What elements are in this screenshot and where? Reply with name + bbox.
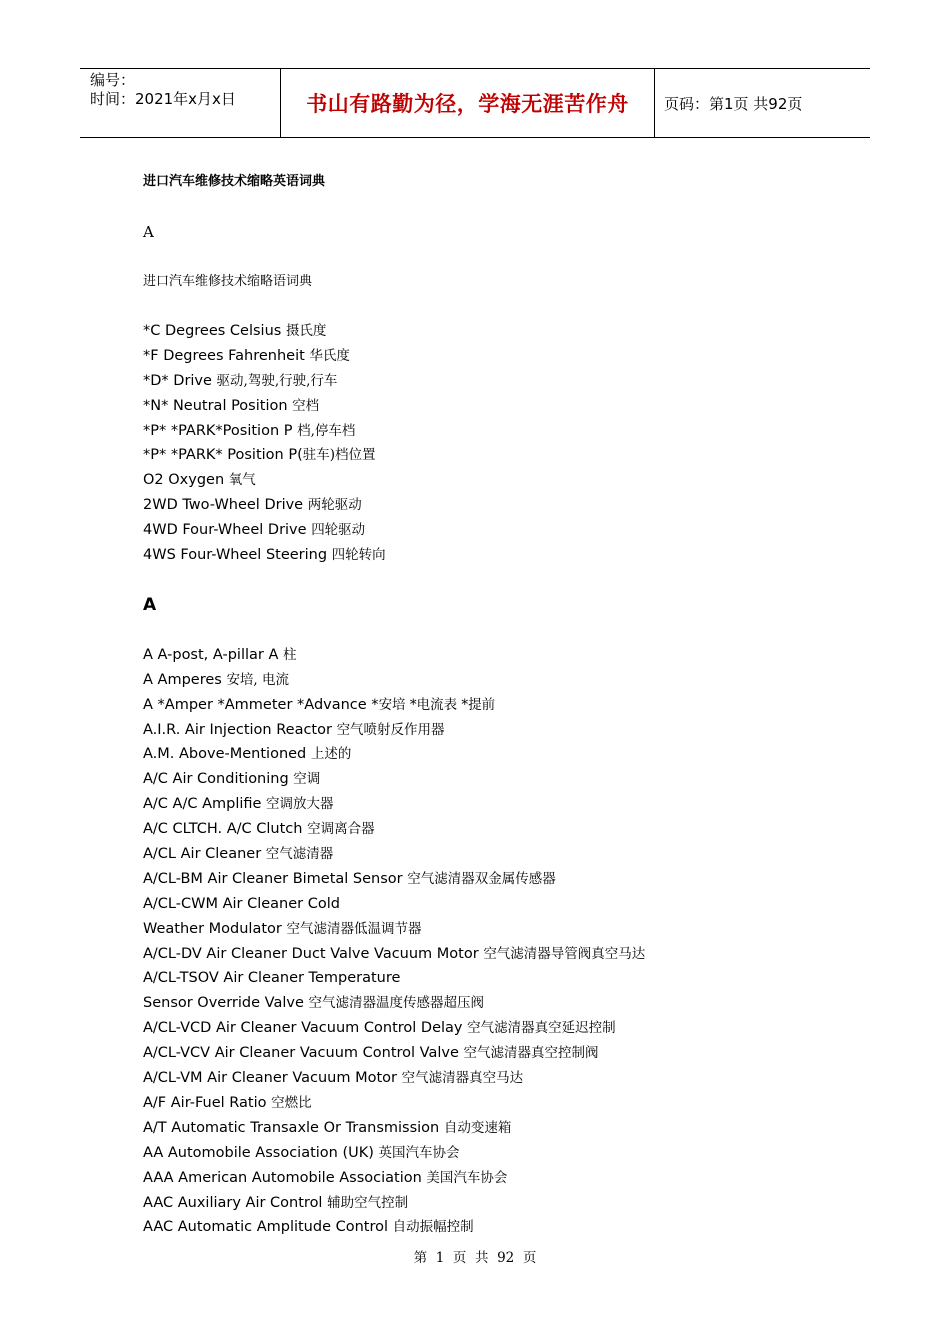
document-title: 进口汽车维修技术缩略英语词典 — [143, 174, 326, 189]
entry-chinese: 美国汽车协会 — [426, 1169, 508, 1186]
list-item — [143, 468, 843, 493]
entry-english: A/CL-VCD Air Cleaner Vacuum Control Delay — [143, 1020, 463, 1037]
document-date-label: 时间：2021年x月x日 — [90, 90, 236, 108]
entry-english: A/C CLTCH. A/C Clutch — [143, 821, 303, 838]
entry-chinese: 空气滤清器低温调节器 — [286, 920, 422, 937]
list-item — [143, 966, 843, 991]
entry-chinese: 英国汽车协会 — [378, 1144, 460, 1161]
list-item — [143, 718, 843, 743]
entry-chinese: 空气滤清器温度传感器超压阀 — [308, 995, 484, 1012]
entry-english: 4WD Four-Wheel Drive — [143, 522, 307, 539]
entry-chinese: 空气滤清器真空延迟控制 — [467, 1020, 616, 1037]
header-info-cell — [80, 69, 281, 137]
entry-chinese: 摄氏度 — [285, 323, 327, 339]
entry-english: A/CL-BM Air Cleaner Bimetal Sensor — [143, 870, 403, 887]
list-item — [143, 767, 843, 792]
entry-english: Weather Modulator — [143, 920, 282, 937]
document-subtitle: 进口汽车维修技术缩略语词典 — [143, 274, 313, 289]
document-body — [143, 170, 843, 1240]
entry-chinese: 空气滤清器真空控制阀 — [463, 1045, 599, 1062]
entry-english: A.I.R. Air Injection Reactor — [143, 721, 332, 738]
list-item — [143, 668, 843, 693]
entry-english: *N* Neutral Position — [143, 397, 288, 414]
entry-english: 4WS Four-Wheel Steering — [143, 547, 328, 564]
entry-english: AAC Auxiliary Air Control — [143, 1194, 323, 1211]
section-heading-a: A — [143, 594, 157, 615]
entry-english: *P* *PARK*Position P — [143, 422, 293, 439]
entry-chinese: 空气滤清器双金属传感器 — [407, 870, 556, 887]
entry-chinese: 档,停车档 — [297, 422, 356, 439]
list-item — [143, 493, 843, 518]
entry-english: *D* Drive — [143, 372, 212, 389]
list-item — [143, 543, 843, 568]
page-footer — [0, 1246, 950, 1266]
entry-chinese: 空调放大器 — [266, 796, 334, 813]
list-item — [143, 344, 843, 369]
list-item — [143, 443, 843, 468]
entry-chinese: 华氏度 — [309, 347, 350, 364]
entry-english: A/C Air Conditioning — [143, 771, 289, 788]
entry-chinese: 自动振幅控制 — [392, 1219, 474, 1236]
list-item — [143, 319, 843, 344]
entry-chinese: 空气滤清器 — [265, 846, 334, 863]
entry-english: A Amperes — [143, 671, 222, 688]
entry-chinese: 辅助空气控制 — [327, 1194, 409, 1211]
list-item — [143, 842, 843, 867]
list-item — [143, 1066, 843, 1091]
section-letter-a-intro: A — [143, 223, 154, 241]
entry-english: *F Degrees Fahrenheit — [143, 347, 305, 364]
list-item — [143, 394, 843, 419]
entry-english: Sensor Override Valve — [143, 995, 304, 1012]
list-item — [143, 917, 843, 942]
list-item — [143, 1091, 843, 1116]
entry-english: AAC Automatic Amplitude Control — [143, 1219, 389, 1236]
entry-english: A A-post, A-pillar A — [143, 646, 279, 663]
entry-chinese: 两轮驱动 — [307, 497, 362, 514]
list-item — [143, 817, 843, 842]
list-item — [143, 369, 843, 394]
header-page-number: 页码：第1页 共92页 — [664, 94, 803, 113]
entry-chinese: 安培 *电流表 *提前 — [378, 696, 496, 713]
entry-english: A/CL-CWM Air Cleaner Cold — [143, 895, 340, 912]
entry-chinese: 自动变速箱 — [443, 1119, 512, 1136]
header-page-cell — [655, 69, 870, 137]
list-item — [143, 1141, 843, 1166]
list-item — [143, 867, 843, 892]
list-item — [143, 693, 843, 718]
entry-chinese: 四轮转向 — [331, 547, 386, 564]
list-item — [143, 1215, 843, 1240]
list-item — [143, 1166, 843, 1191]
entry-chinese: 氧气 — [228, 472, 256, 489]
list-item — [143, 1016, 843, 1041]
entry-chinese: 安培, 电流 — [226, 671, 290, 688]
entry-chinese: 空气喷射反作用器 — [336, 721, 445, 738]
entry-chinese: 上述的 — [310, 746, 352, 763]
entry-english: A/T Automatic Transaxle Or Transmission — [143, 1119, 440, 1136]
footer-page-number: 第 1 页 共 92 页 — [413, 1250, 537, 1266]
list-item — [143, 1041, 843, 1066]
entry-english: A/F Air-Fuel Ratio — [143, 1094, 267, 1111]
list-item — [143, 991, 843, 1016]
entry-english: O2 Oxygen — [143, 472, 225, 489]
entry-chinese: 空档 — [292, 397, 320, 414]
entry-english: A/CL-TSOV Air Cleaner Temperature — [143, 970, 401, 987]
entry-chinese: 空调离合器 — [307, 821, 375, 838]
intro-entry-list — [143, 319, 843, 568]
entry-english: AAA American Automobile Association — [143, 1169, 422, 1186]
section-a-entry-list — [143, 643, 843, 1240]
entry-chinese: 柱 — [283, 646, 297, 663]
entry-english: A *Amper *Ammeter *Advance * — [143, 696, 379, 713]
list-item — [143, 643, 843, 668]
entry-english: A/C A/C Amplifie — [143, 796, 262, 813]
list-item — [143, 1116, 843, 1141]
entry-chinese: 四轮驱动 — [311, 522, 366, 539]
entry-chinese: 空气滤清器导管阀真空马达 — [483, 945, 646, 962]
entry-english: A/CL-DV Air Cleaner Duct Valve Vacuum Motor — [143, 945, 479, 962]
list-item — [143, 518, 843, 543]
list-item — [143, 892, 843, 917]
page-header — [80, 68, 870, 138]
entry-english: A.M. Above-Mentioned — [143, 746, 307, 763]
header-motto-cell — [281, 69, 655, 137]
entry-english: 2WD Two-Wheel Drive — [143, 497, 304, 514]
entry-chinese: 驱动,驾驶,行驶,行车 — [216, 372, 338, 389]
list-item — [143, 742, 843, 767]
entry-chinese: 空燃比 — [271, 1094, 312, 1111]
entry-english: A/CL Air Cleaner — [143, 846, 262, 863]
entry-english: *C Degrees Celsius — [143, 323, 282, 339]
entry-chinese: 驻车)档位置 — [302, 447, 376, 464]
list-item — [143, 942, 843, 967]
entry-english: A/CL-VM Air Cleaner Vacuum Motor — [143, 1070, 397, 1087]
entry-english: *P* *PARK* Position P( — [143, 447, 303, 464]
document-number-label: 编号： — [90, 71, 136, 89]
entry-chinese: 空气滤清器真空马达 — [401, 1070, 524, 1087]
list-item — [143, 1191, 843, 1216]
entry-chinese: 空调 — [293, 771, 321, 788]
header-motto: 书山有路勤为径，学海无涯苦作舟 — [306, 91, 629, 116]
entry-english: AA Automobile Association (UK) — [143, 1144, 374, 1161]
list-item — [143, 792, 843, 817]
list-item — [143, 419, 843, 444]
entry-english: A/CL-VCV Air Cleaner Vacuum Control Valve — [143, 1045, 459, 1062]
